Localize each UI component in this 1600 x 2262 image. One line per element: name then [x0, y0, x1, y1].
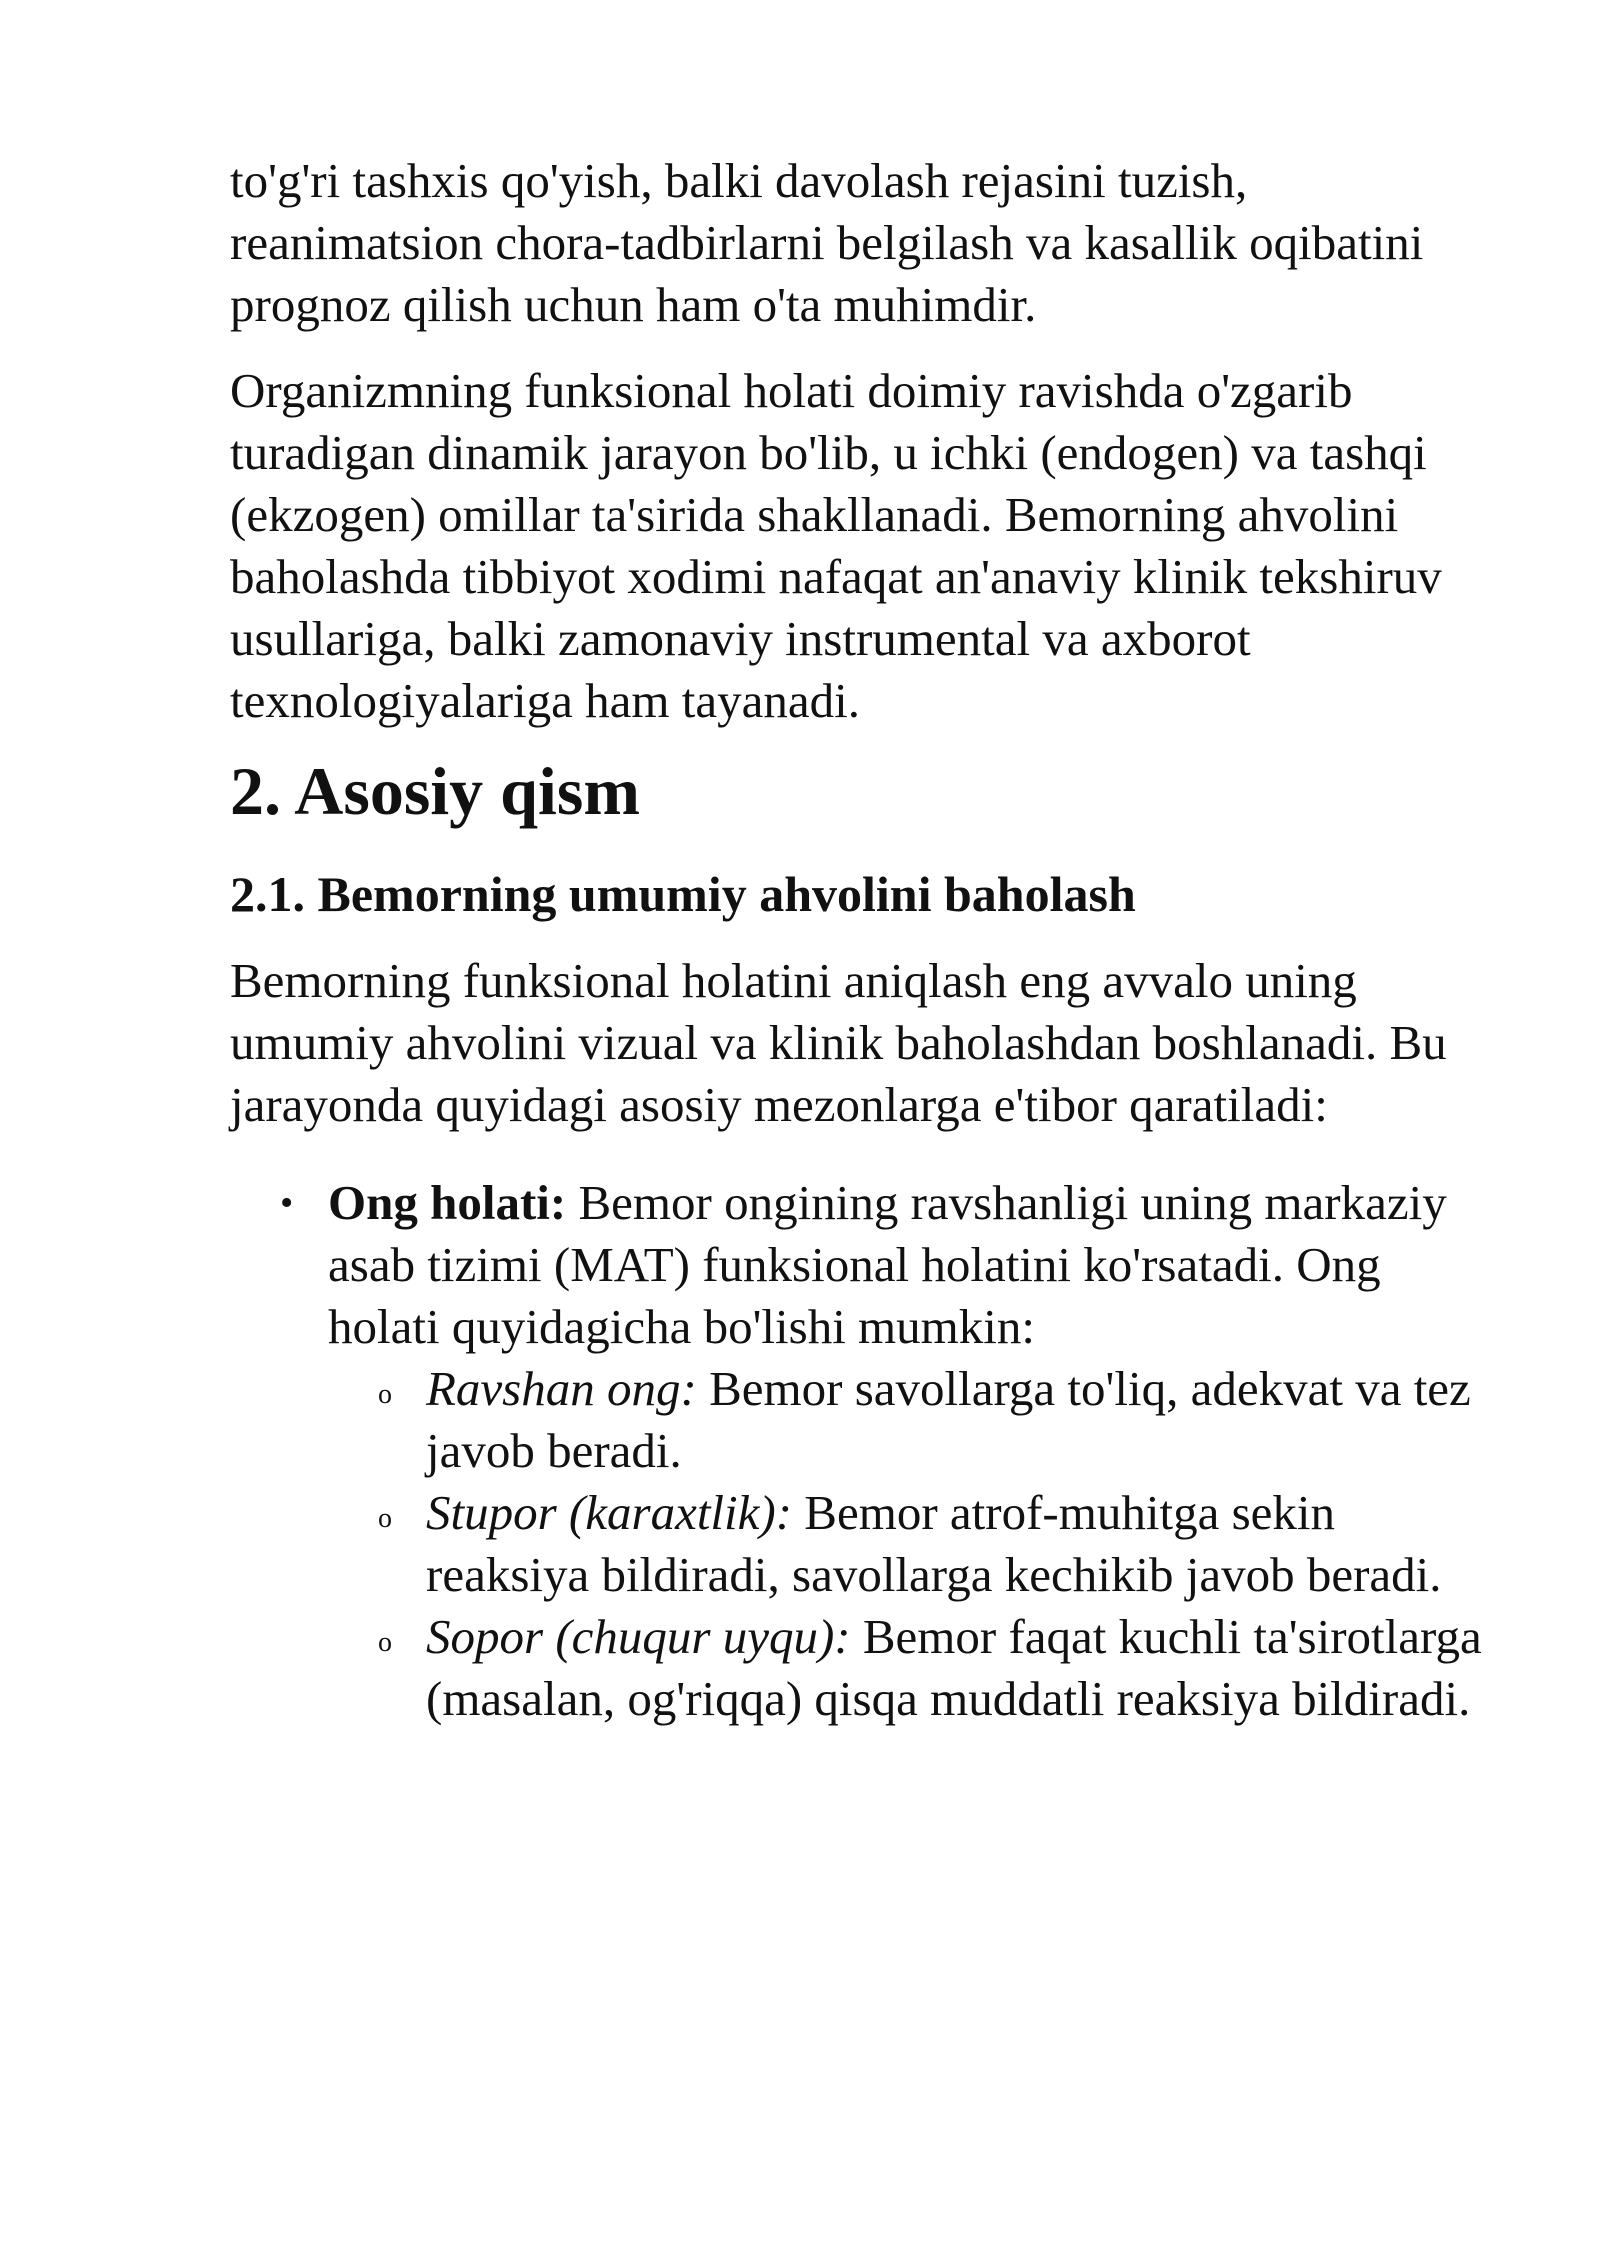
sub-bullet-marker: o — [378, 1627, 392, 1658]
subsection-heading: 2.1. Bemorning umumiy ahvolini baholash — [230, 866, 1136, 922]
sub-list-item — [328, 1482, 1490, 1606]
list-item — [230, 1172, 1490, 1730]
criteria-list — [230, 1172, 1490, 1730]
intro-paragraph-2: Organizmning funksional holati doimiy ravishda o'zgarib turadigan dinamik jarayon bo'lib, u ichki (endogen) va tashqi (ekzogen) omillar ta'sirida shakllanadi. Bemorning ahvolini baholashda tibbiyot xodimi nafaqat an'anaviy klinik tekshiruv usullariga, balki zamonaviy instrumental va axborot texnologiyalariga ham tayanadi. — [230, 363, 1442, 728]
consciousness-levels-list — [328, 1358, 1490, 1730]
sub-list-item-term: Stupor (karaxtlik): — [426, 1485, 793, 1540]
sub-list-item — [328, 1606, 1490, 1730]
sub-list-item-text: Bemor savollarga to'liq, adekvat va tez javob beradi. — [426, 1361, 1471, 1478]
sub-list-item-term: Sopor (chuqur uyqu): — [426, 1609, 851, 1664]
sub-list-item-text: Bemor atrof-muhitga sekin reaksiya bildiradi, savollarga kechikib javob beradi. — [426, 1485, 1442, 1602]
sub-list-item-term: Ravshan ong: — [426, 1361, 697, 1416]
sub-bullet-marker: o — [378, 1379, 392, 1410]
sub-list-item-text: Bemor faqat kuchli ta'sirotlarga (masalan, og'riqqa) qisqa muddatli reaksiya bildiradi. — [426, 1609, 1482, 1726]
sub-bullet-marker: o — [378, 1503, 392, 1534]
section-heading: 2. Asosiy qism — [230, 753, 640, 829]
bullet-marker: • — [280, 1182, 294, 1224]
intro-paragraph-1: to'g'ri tashxis qo'yish, balki davolash rejasini tuzish, reanimatsion chora-tadbirlarni belgilash va kasallik oqibatini prognoz qilish uchun ham o'ta muhimdir. — [230, 153, 1424, 332]
list-item-text: Bemor ongining ravshanligi uning markaziy asab tizimi (MAT) funksional holatini ko'rsatadi. Ong holati quyidagicha bo'lishi mumkin: — [328, 1175, 1447, 1354]
section-paragraph: Bemorning funksional holatini aniqlash eng avvalo uning umumiy ahvolini vizual va klinik baholashdan boshlanadi. Bu jarayonda quyidagi asosiy mezonlarga e'tibor qaratiladi: — [230, 953, 1447, 1132]
list-item-term: Ong holati: — [328, 1175, 567, 1230]
document-page — [230, 150, 1490, 1730]
sub-list-item — [328, 1358, 1490, 1482]
